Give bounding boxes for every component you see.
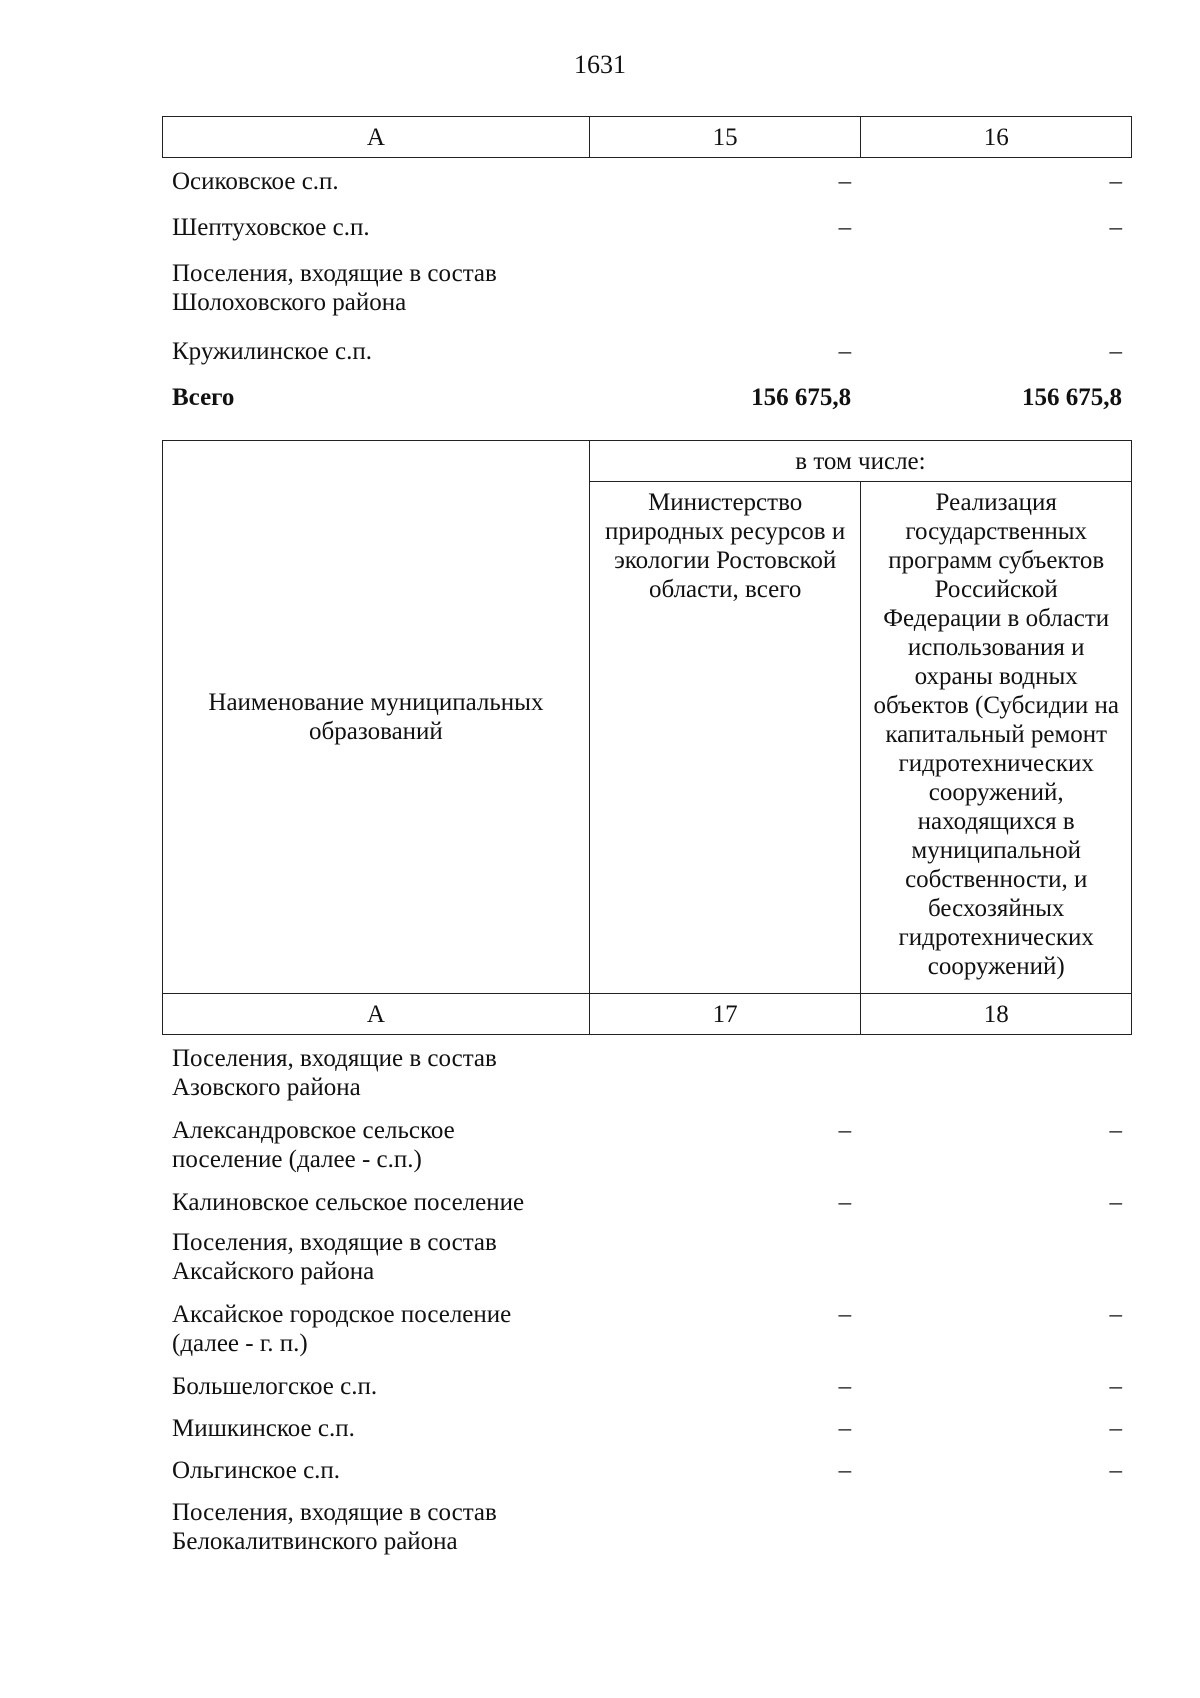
- row-value-18: [861, 1228, 1132, 1300]
- row-value-17: [589, 1228, 861, 1300]
- row-value-16: [861, 259, 1132, 337]
- top-table-body: [162, 167, 1132, 423]
- table-row: [162, 1414, 1132, 1456]
- total-label: Всего: [172, 384, 235, 411]
- page-number: 1631: [574, 50, 626, 79]
- total-row: [162, 383, 1132, 423]
- row-value-15: –: [838, 168, 852, 195]
- row-name: Аксайское городское поселение (далее - г. п.): [172, 1301, 512, 1357]
- row-value-17: [589, 1498, 861, 1570]
- row-value-17: –: [838, 1415, 852, 1442]
- header-col-18: 18: [861, 994, 1132, 1035]
- table-row: [162, 259, 1132, 337]
- row-name: Мишкинское с.п.: [172, 1415, 355, 1442]
- row-value-18: –: [1109, 1457, 1122, 1484]
- header-col-a: А: [163, 117, 590, 158]
- total-value-16: 156 675,8: [1022, 384, 1122, 411]
- table-row: [162, 167, 1132, 213]
- row-value-15: –: [838, 214, 852, 241]
- row-value-17: [589, 1044, 861, 1116]
- row-value-15: [589, 259, 861, 337]
- table-row: [162, 1300, 1132, 1372]
- bottom-table-header: [162, 440, 1132, 1035]
- row-value-18: –: [1109, 1373, 1122, 1400]
- header-col-15: 15: [589, 117, 861, 158]
- row-value-18: –: [1109, 1117, 1122, 1144]
- row-name: Поселения, входящие в состав Белокалитвинского района: [172, 1499, 497, 1555]
- table-row: [162, 1456, 1132, 1498]
- row-value-17: –: [838, 1117, 852, 1144]
- row-name: Калиновское сельское поселение: [172, 1189, 525, 1216]
- table-row: [162, 1188, 1132, 1228]
- row-value-16: –: [1109, 214, 1122, 241]
- table-row: [162, 1498, 1132, 1570]
- row-value-18: [861, 1498, 1132, 1570]
- row-value-18: [861, 1044, 1132, 1116]
- top-table-header: [162, 116, 1132, 158]
- row-name: Шептуховское с.п.: [172, 214, 370, 241]
- row-name: Александровское сельское поселение (далее - с.п.): [172, 1117, 455, 1173]
- row-name: Большелогское с.п.: [172, 1373, 378, 1400]
- header-col-17-title: Министерство природных ресурсов и экологии Ростовской области, всего: [589, 482, 861, 994]
- row-name: Поселения, входящие в состав Азовского района: [172, 1045, 497, 1101]
- row-name: Ольгинское с.п.: [172, 1457, 341, 1484]
- header-col-18-title: Реализация государственных программ субъектов Российской Федерации в области использования и охраны водных объектов (Субсидии на капитальный ремонт гидротехнических сооружений, находящихся в муниципальной собственности, и бесхозяйных гидротехнических сооружений): [861, 482, 1132, 994]
- header-group-label: в том числе:: [589, 441, 1131, 482]
- row-name: Поселения, входящие в состав Шолоховского района: [172, 260, 497, 316]
- table-row: [162, 1044, 1132, 1116]
- header-col-17: 17: [589, 994, 861, 1035]
- row-value-16: –: [1109, 168, 1122, 195]
- header-col-16: 16: [861, 117, 1132, 158]
- row-value-17: –: [838, 1189, 852, 1216]
- total-value-15: 156 675,8: [751, 384, 852, 411]
- row-name: Осиковское с.п.: [172, 168, 339, 195]
- table-row: [162, 1116, 1132, 1188]
- table-row: [162, 1372, 1132, 1414]
- row-value-16: –: [1109, 338, 1122, 365]
- row-value-18: –: [1109, 1415, 1122, 1442]
- row-value-15: –: [838, 338, 852, 365]
- header-name-column: Наименование муниципальных образований: [163, 441, 590, 994]
- table-row: [162, 337, 1132, 383]
- row-value-18: –: [1109, 1301, 1122, 1328]
- bottom-table-body: [162, 1044, 1132, 1570]
- row-value-17: –: [838, 1301, 852, 1328]
- row-value-17: –: [838, 1373, 852, 1400]
- table-row: [162, 213, 1132, 259]
- table-row: [162, 1228, 1132, 1300]
- row-value-17: –: [838, 1457, 852, 1484]
- row-value-18: –: [1109, 1189, 1122, 1216]
- row-name: Поселения, входящие в состав Аксайского района: [172, 1229, 497, 1285]
- header-col-a: А: [163, 994, 590, 1035]
- row-name: Кружилинское с.п.: [172, 338, 372, 365]
